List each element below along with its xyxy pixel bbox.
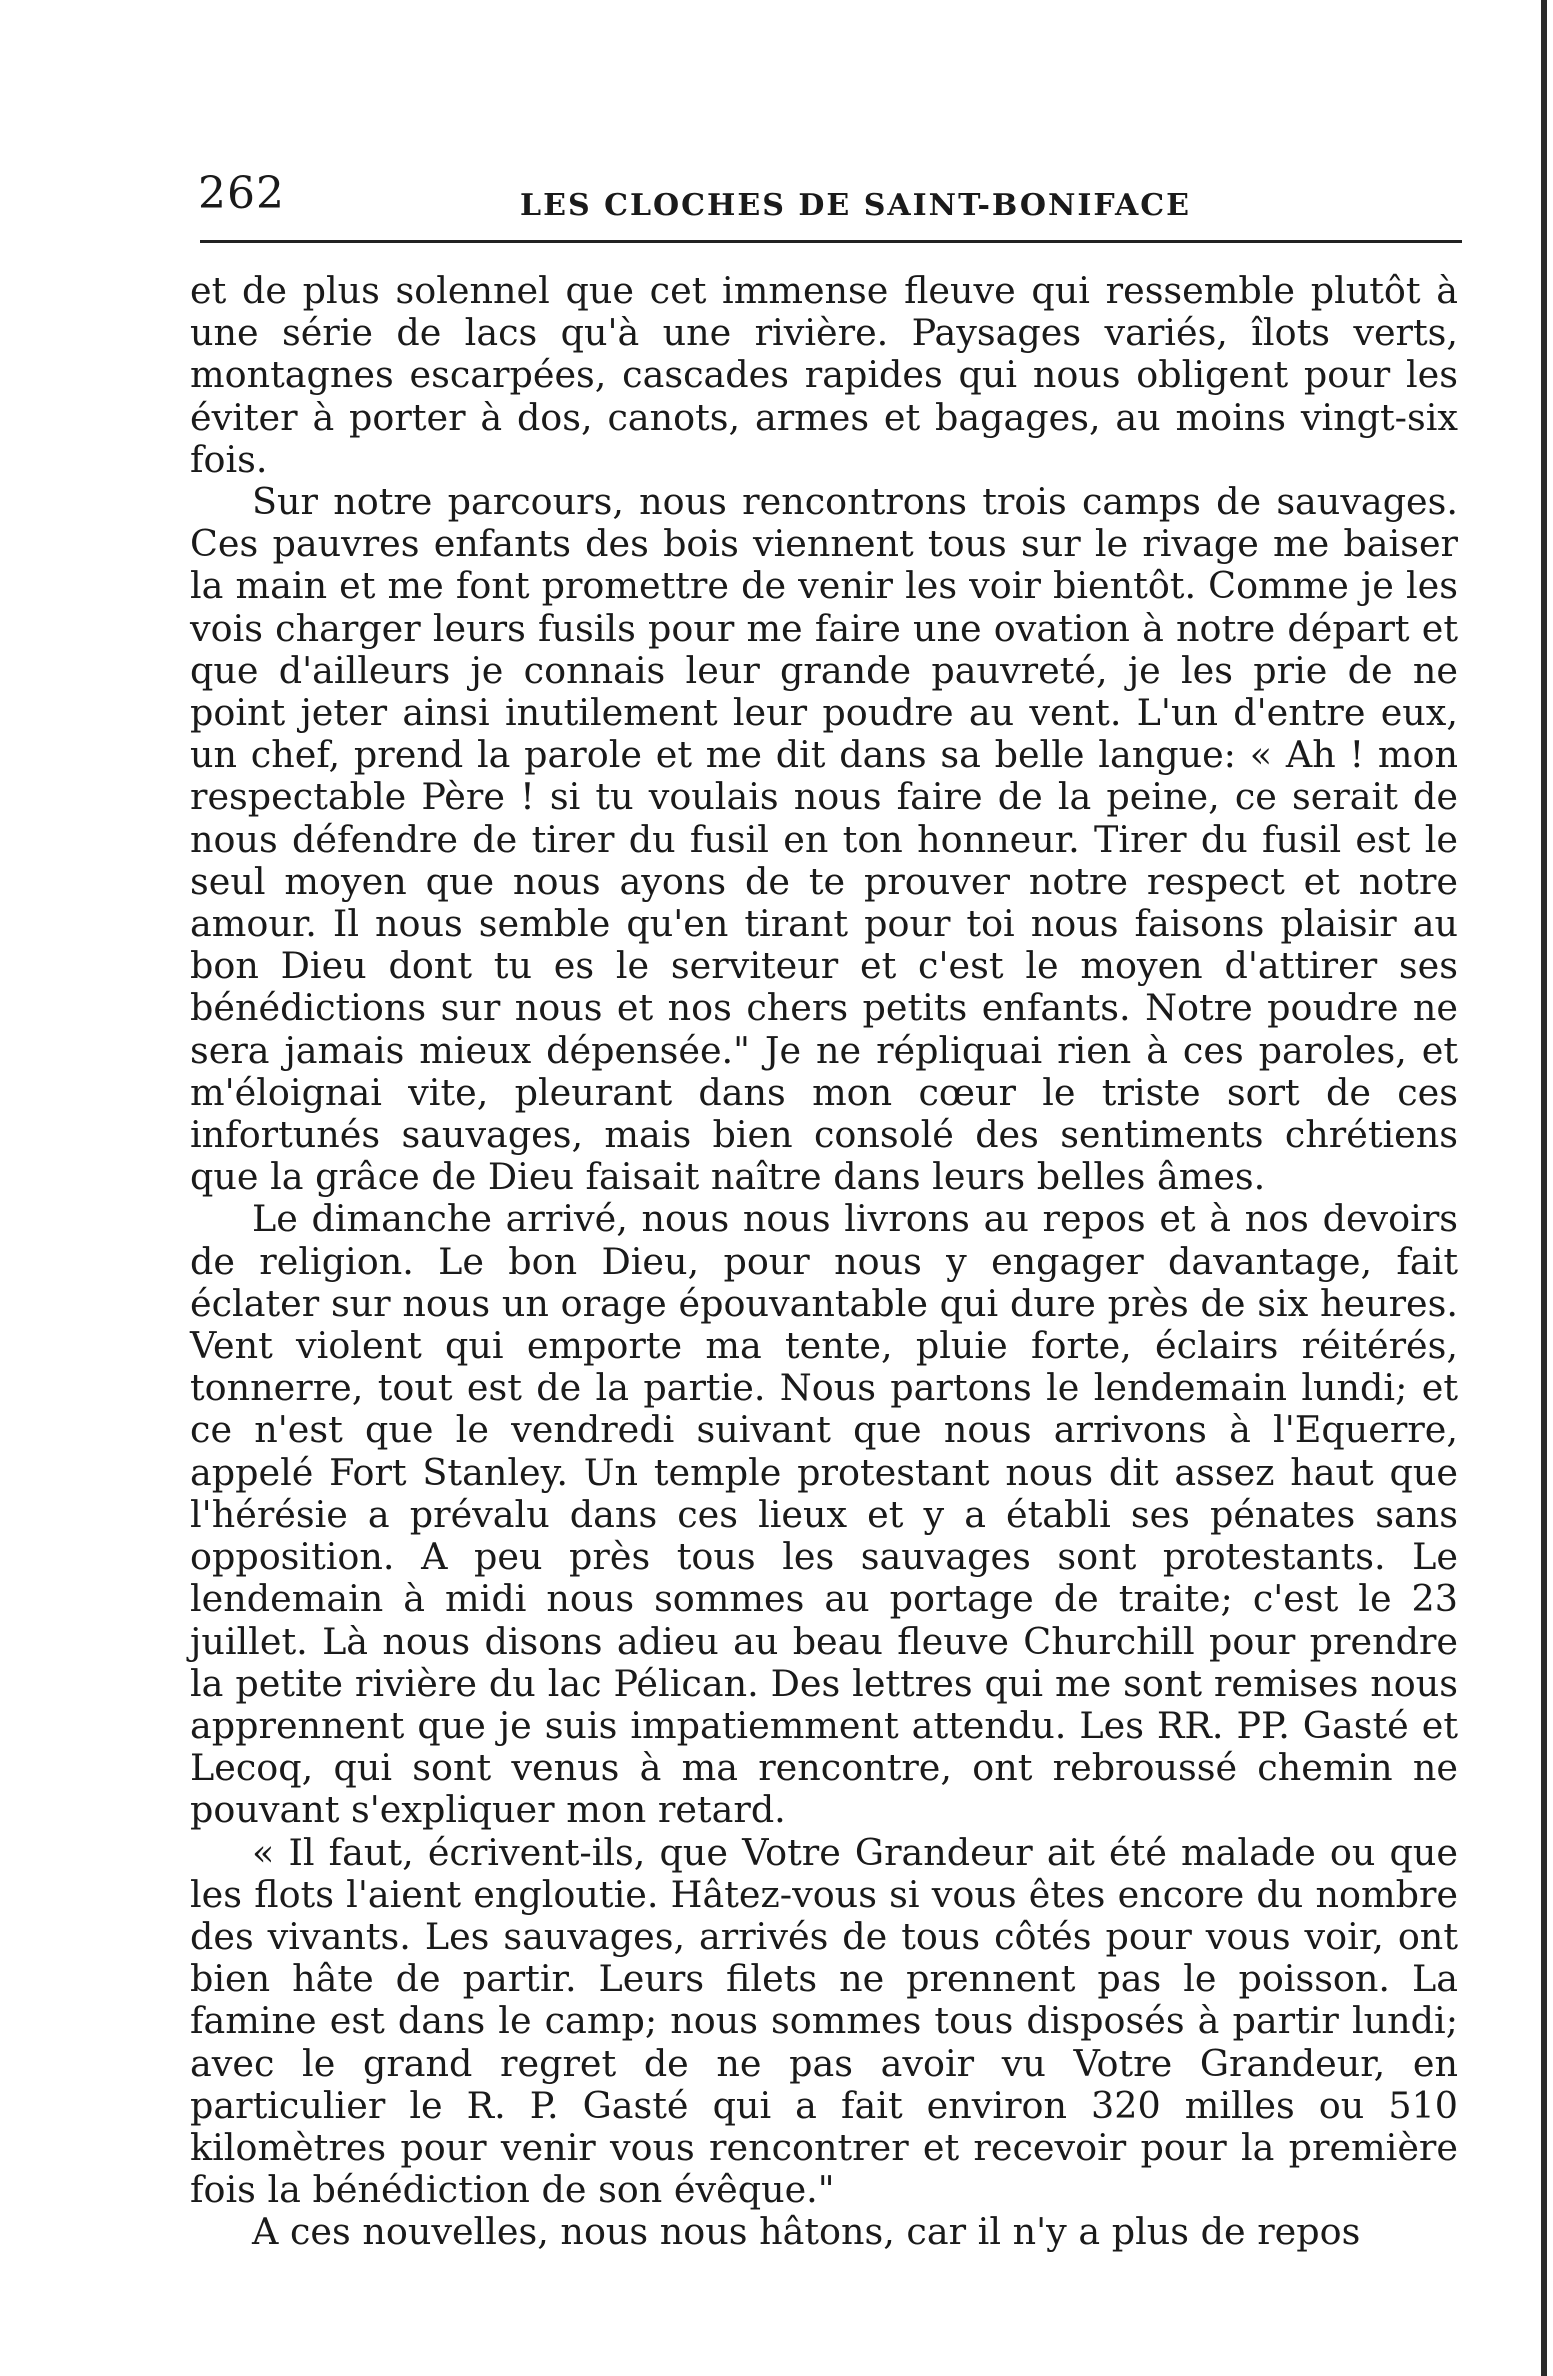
running-title: LES CLOCHES DE SAINT-BONIFACE bbox=[520, 188, 1191, 223]
paragraph: « Il faut, écrivent-ils, que Votre Grandeur ait été malade ou que les flots l'aient engloutie. Hâtez-vous si vous êtes encore du nombre des vivants. Les sauvages, arrivés de tous côtés pour vous voir, ont bien hâte de partir. Leurs filets ne prennent pas le poisson. La famine est dans le camp; nous sommes tous disposés à partir lundi; avec le grand regret de ne pas avoir vu Votre Grandeur, en particulier le R. P. Gasté qui a fait environ 320 milles ou 510 kilomètres pour venir vous rencontrer et recevoir pour la première fois la bénédiction de son évêque." bbox=[190, 1830, 1458, 2212]
body-text bbox=[190, 270, 1458, 2254]
paragraph: Le dimanche arrivé, nous nous livrons au repos et à nos devoirs de religion. Le bon Dieu, pour nous y engager davantage, fait éclater sur nous un orage épouvantable qui dure près de six heures. Vent violent qui emporte ma tente, pluie forte, éclairs réitérés, tonnerre, tout est de la partie. Nous partons le lendemain lundi; et ce n'est que le vendredi suivant que nous arrivons à l'Equerre, appelé Fort Stanley. Un temple protestant nous dit assez haut que l'hérésie a prévalu dans ces lieux et y a établi ses pénates sans opposition. A peu près tous les sauvages sont protestants. Le lendemain à midi nous sommes au portage de traite; c'est le 23 juillet. Là nous disons adieu au beau fleuve Churchill pour prendre la petite rivière du lac Pélican. Des lettres qui me sont remises nous apprennent que je suis impatiemment attendu. Les RR. PP. Gasté et Lecoq, qui sont venus à ma rencontre, ont rebroussé chemin ne pouvant s'expliquer mon retard. bbox=[190, 1197, 1458, 1832]
paragraph: A ces nouvelles, nous nous hâtons, car il n'y a plus de repos bbox=[252, 2210, 1361, 2254]
paragraph: et de plus solennel que cet immense fleuve qui ressemble plutôt à une série de lacs qu'à une rivière. Paysages variés, îlots verts, montagnes escarpées, cascades rapides qui nous obligent pour les éviter à porter à dos, canots, armes et bagages, au moins vingt-six fois. bbox=[190, 269, 1458, 481]
header-rule bbox=[200, 240, 1462, 243]
page-edge-shadow bbox=[1541, 0, 1547, 2376]
paragraph: Sur notre parcours, nous rencontrons trois camps de sauvages. Ces pauvres enfants des bois viennent tous sur le rivage me baiser la main et me font promettre de venir les voir bientôt. Comme je les vois charger leurs fusils pour me faire une ovation à notre départ et que d'ailleurs je connais leur grande pauvreté, je les prie de ne point jeter ainsi inutilement leur poudre au vent. L'un d'entre eux, un chef, prend la parole et me dit dans sa belle langue: « Ah ! mon respectable Père ! si tu voulais nous faire de la peine, ce serait de nous défendre de tirer du fusil en ton honneur. Tirer du fusil est le seul moyen que nous ayons de te prouver notre respect et notre amour. Il nous semble qu'en tirant pour toi nous faisons plaisir au bon Dieu dont tu es le serviteur et c'est le moyen d'attirer ses bénédictions sur nous et nos chers petits enfants. Notre poudre ne sera jamais mieux dépensée." Je ne répliquai rien à ces paroles, et m'éloignai vite, pleurant dans mon cœur le triste sort de ces infortunés sauvages, mais bien consolé des sentiments chrétiens que la grâce de Dieu faisait naître dans leurs belles âmes. bbox=[190, 480, 1458, 1199]
page-number: 262 bbox=[198, 168, 285, 219]
